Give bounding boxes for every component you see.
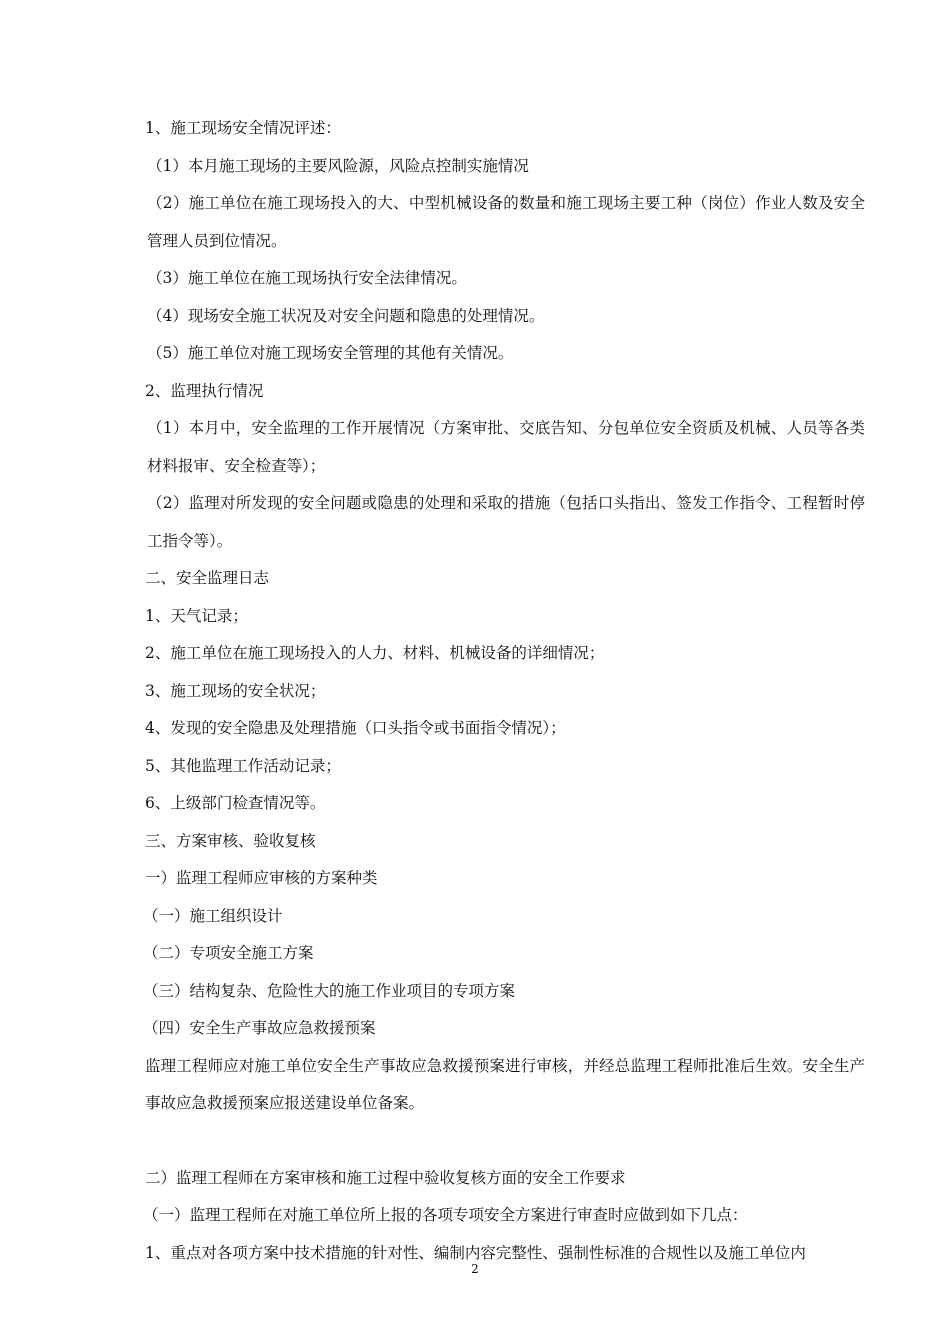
paragraph-item-1-3: （3）施工单位在施工现场执行安全法律情况。	[147, 269, 467, 287]
list-item-log-6: 6、上级部门检查情况等。	[145, 794, 326, 812]
section-heading-plan-review: 三、方案审核、验收复核	[145, 831, 316, 850]
paragraph-item-2-1: （1）本月中，安全监理的工作开展情况（方案审批、交底告知、分包单位安全资质及机械、人员等各类材料报审、安全检查等）；	[147, 419, 865, 475]
list-item-log-4: 4、发现的安全隐患及处理措施（口头指令或书面指令情况）；	[145, 719, 566, 737]
paragraph-item-1-4: （4）现场安全施工状况及对安全问题和隐患的处理情况。	[147, 306, 545, 325]
list-item-log-2: 2、施工单位在施工现场投入的人力、材料、机械设备的详细情况；	[145, 644, 605, 662]
list-item-log-3: 3、施工现场的安全状况；	[145, 681, 326, 700]
paragraph-item-1-5: （5）施工单位对施工现场安全管理的其他有关情况。	[147, 344, 514, 362]
paragraph-spacer	[145, 1123, 865, 1160]
paragraph-review-points-intro: （一）监理工程师在对施工单位所上报的各项专项安全方案进行审查时应做到如下几点：	[143, 1206, 748, 1224]
section-heading-supervision-execution: 2、监理执行情况	[145, 381, 264, 400]
section-heading-site-safety-review: 1、施工现场安全情况评述：	[145, 119, 341, 137]
section-heading-safety-log: 二、安全监理日志	[145, 569, 270, 587]
list-item-log-5: 5、其他监理工作活动记录；	[145, 756, 341, 775]
page-number: 2	[471, 1262, 479, 1276]
list-item-plan-type-2: （二）专项安全施工方案	[143, 944, 314, 962]
paragraph-item-1-2: （2）施工单位在施工现场投入的大、中型机械设备的数量和施工现场主要工种（岗位）作业人数及安全管理人员到位情况。	[147, 194, 865, 250]
subsection-heading-safety-requirements: 二）监理工程师在方案审核和施工过程中验收复核方面的安全工作要求	[145, 1168, 626, 1187]
paragraph-emergency-plan-review: 监理工程师应对施工单位安全生产事故应急救援预案进行审核，并经总监理工程师批准后生效。安全生产事故应急救援预案应报送建设单位备案。	[145, 1056, 865, 1112]
list-item-log-1: 1、天气记录；	[145, 606, 248, 625]
list-item-plan-type-1: （一）施工组织设计	[143, 906, 283, 925]
subsection-heading-plan-types: 一）监理工程师应审核的方案种类	[145, 869, 378, 887]
list-item-plan-type-3: （三）结构复杂、危险性大的施工作业项目的专项方案	[143, 981, 516, 1000]
document-body	[145, 110, 865, 1272]
paragraph-item-1-1: （1）本月施工现场的主要风险源，风险点控制实施情况	[147, 156, 529, 175]
list-item-review-point-1: 1、重点对各项方案中技术措施的针对性、编制内容完整性、强制性标准的合规性以及施工单位内	[145, 1243, 806, 1262]
list-item-plan-type-4: （四）安全生产事故应急救援预案	[143, 1019, 376, 1037]
paragraph-item-2-2: （2）监理对所发现的安全问题或隐患的处理和采取的措施（包括口头指出、签发工作指令、工程暂时停工指令等）。	[147, 494, 865, 550]
